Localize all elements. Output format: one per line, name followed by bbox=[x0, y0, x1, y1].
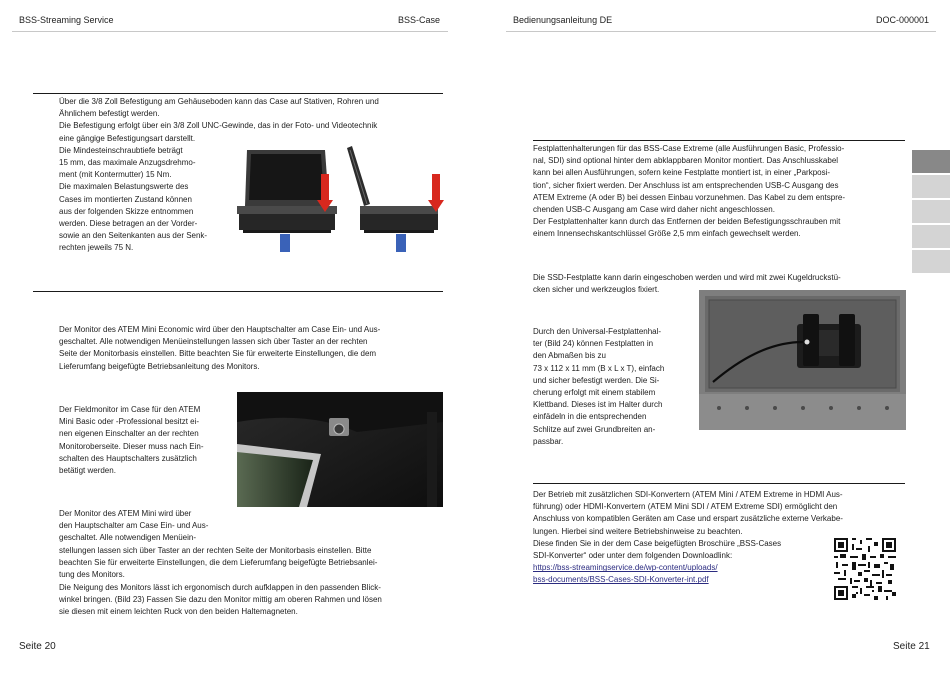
page-number-right: Seite 21 bbox=[893, 641, 930, 652]
text-line: chenden USB-C Ausgang am Case wird daher nicht angeschlossen. bbox=[533, 205, 775, 215]
section-rule-hdd bbox=[533, 140, 905, 141]
text-line: Durch den Universal-Festplattenhal- bbox=[533, 327, 662, 336]
text-line: ment (mit Kontermutter) 15 Nm. bbox=[59, 170, 172, 180]
text-line: Der Monitor des ATEM Mini Economic wird über den Hauptschalter am Case Ein- und Aus- bbox=[59, 325, 381, 334]
text-line: Cases im montierten Zustand können bbox=[59, 194, 192, 204]
economic-text bbox=[59, 324, 380, 373]
text-line: Die Befestigung erfolgt über ein 3/8 Zoll UNC-Gewinde, das in der Foto- und Videotechnik bbox=[59, 121, 378, 131]
mount-text-narrow bbox=[59, 133, 207, 255]
text-line: einfädeln in die entsprechenden bbox=[533, 412, 647, 422]
text-line: Anschluss von kompatiblen Geräten am Case und erspart zusätzliche externe Verkabe- bbox=[533, 514, 843, 524]
text-line: Der Fieldmonitor im Case für den ATEM bbox=[59, 405, 201, 414]
header-divider-right bbox=[506, 31, 936, 32]
text-line: aus der folgenden Skizze entnommen bbox=[59, 206, 194, 216]
chapter-tab-active[interactable] bbox=[912, 150, 950, 173]
section-rule-economic bbox=[33, 291, 443, 292]
case-diagram-open bbox=[233, 144, 343, 254]
text-line: SDI-Konverter“ oder unter dem folgenden Downloadlink: bbox=[533, 551, 733, 561]
section-rule-sdi bbox=[533, 483, 905, 484]
text-line: lungen. Hierbei sind weitere Betriebshinweise zu beachten. bbox=[533, 526, 743, 536]
text-line: Über die 3/8 Zoll Befestigung am Gehäuseboden kann das Case auf Stativen, Rohren und bbox=[59, 97, 379, 106]
text-line: beachten Sie für erweiterte Einstellungen, die dem Lieferumfang beigefügte Betriebsanlei- bbox=[59, 558, 378, 568]
text-line: rechten jeweils 75 N. bbox=[59, 243, 134, 253]
text-line: führung) oder HDMI-Konvertern (ATEM Mini SDI / ATEM Extreme SDI) ermöglicht den bbox=[533, 502, 838, 512]
text-line: Monitoroberseite. Dieser muss nach Ein- bbox=[59, 441, 204, 451]
text-line: cherung erfolgt mit einem stabilem bbox=[533, 388, 656, 398]
text-line: betätigt werden. bbox=[59, 466, 116, 476]
qr-code[interactable] bbox=[834, 538, 896, 600]
text-line: Die Neigung des Monitors lässt ich ergonomisch durch aufklappen in den passenden Blick- bbox=[59, 582, 381, 592]
text-line: cken sicher und werkzeuglos fixiert. bbox=[533, 285, 660, 295]
text-line: Der Monitor des ATEM Mini wird über bbox=[59, 509, 192, 518]
text-line: Festplattenhalterungen für das BSS-Case Extreme (alle Ausführungen Basic, Professio- bbox=[533, 144, 845, 153]
text-line: schalten des Hauptschalters zusätzlich bbox=[59, 453, 197, 463]
mini-text-full bbox=[59, 545, 382, 618]
text-line: stellungen lassen sich über Taster an der rechten Seite der Monitorbasis einstellen. Bitte bbox=[59, 546, 372, 555]
header-left-right: BSS-Case bbox=[398, 15, 441, 25]
header-left-title: BSS-Streaming Service bbox=[19, 15, 114, 25]
chapter-tab[interactable] bbox=[912, 225, 950, 248]
text-line: ter (Bild 24) können Festplatten in bbox=[533, 339, 654, 349]
text-line: Der Festplattenhalter kann durch das Entfernen der beiden Befestigungsschrauben mit bbox=[533, 217, 841, 227]
download-link[interactable]: bss-documents/BSS-Cases-SDI-Konverter-int.pdf bbox=[533, 575, 709, 585]
text-line: Schlitze auf zwei Grundbreiten an- bbox=[533, 424, 656, 434]
text-line: nen eigenen Einschalter an der rechten bbox=[59, 429, 199, 439]
chapter-tab[interactable] bbox=[912, 200, 950, 223]
text-line: kann bei allen Ausführungen, sofern keine Festplatte montiert ist, in einer „Parkposi- bbox=[533, 168, 831, 178]
section-rule-mount bbox=[33, 93, 443, 94]
download-link[interactable]: https://bss-streamingservice.de/wp-content/uploads/ bbox=[533, 563, 718, 573]
text-line: tion“, sicher fixiert werden. Der Anschluss ist am entsprechenden USB-C Ausgang des bbox=[533, 180, 839, 190]
text-line: Diese finden Sie in der dem Case beigefügten Broschüre „BSS-Cases bbox=[533, 538, 782, 548]
text-line: passbar. bbox=[533, 436, 564, 446]
chapter-tab[interactable] bbox=[912, 175, 950, 198]
text-line: Die maximalen Belastungswerte des bbox=[59, 182, 189, 192]
text-line: nal, SDI) sind optional hinter dem abklappbaren Monitor montiert. Das Anschlusskabel bbox=[533, 156, 839, 166]
text-line: geschaltet. Alle notwendigen Menüein- bbox=[59, 533, 196, 543]
text-line: Mini Basic oder -Professional besitzt ei- bbox=[59, 417, 200, 427]
case-diagram-side bbox=[342, 144, 447, 254]
text-line: Die Mindesteinschraubtiefe beträgt bbox=[59, 145, 183, 155]
text-line: werden. Diese betragen an der Vorder- bbox=[59, 219, 198, 229]
header-right-right: DOC-000001 bbox=[876, 15, 930, 25]
text-line: Klettband. Dieses ist im Halter durch bbox=[533, 400, 663, 410]
text-line: Seite der Monitorbasis einstellen. Bitte beachten Sie für erweiterte Einstellungen, die dem bbox=[59, 349, 377, 359]
universal-holder-text bbox=[533, 326, 664, 448]
mount-text-full bbox=[59, 96, 379, 133]
text-line: Der Betrieb mit zusätzlichen SDI-Konvertern (ATEM Mini / ATEM Extreme in HDMI Aus- bbox=[533, 490, 843, 499]
text-line: ATEM Extreme (A oder B) bei dessen Einbau vorzunehmen. Das Kabel zu dem entspre- bbox=[533, 192, 846, 202]
mini-text-narrow bbox=[59, 508, 208, 545]
hdd-holder-photo bbox=[699, 290, 906, 430]
text-line: Lieferumfang beigefügte Betriebsanleitung des Monitors. bbox=[59, 361, 260, 371]
fieldmonitor-text bbox=[59, 404, 204, 477]
chapter-tab[interactable] bbox=[912, 250, 950, 273]
hdd-text bbox=[533, 143, 845, 241]
text-line: sie diesen mit einem leichten Ruck von den beiden Haltemagneten. bbox=[59, 607, 298, 617]
text-line: den Abmaßen bis zu bbox=[533, 351, 606, 361]
text-line: geschaltet. Alle notwendigen Menüeinstellungen lassen sich über Taster an der rechten bbox=[59, 337, 368, 347]
header-divider-left bbox=[12, 31, 448, 32]
monitor-switch-photo bbox=[237, 392, 443, 507]
text-line: Ähnlichem befestigt werden. bbox=[59, 109, 160, 119]
text-line: sowie an den Seitenkanten aus der Senk- bbox=[59, 231, 208, 241]
text-line: eine gängige Befestigungsart darstellt. bbox=[59, 133, 196, 143]
text-line: 15 mm, das maximale Anzugsdrehmo- bbox=[59, 158, 196, 167]
header-right-title: Bedienungsanleitung DE bbox=[513, 15, 613, 25]
text-line: tung des Monitors. bbox=[59, 570, 125, 580]
page-number-left: Seite 20 bbox=[19, 641, 56, 652]
text-line: einem Innensechskantschlüssel Größe 2,5 mm einfach gewechselt werden. bbox=[533, 229, 801, 239]
text-line: und sicher befestigt werden. Die Si- bbox=[533, 375, 660, 385]
sdi-text bbox=[533, 489, 843, 587]
text-line: den Hauptschalter am Case Ein- und Aus- bbox=[59, 521, 209, 531]
text-line: winkel bringen. (Bild 23) Fassen Sie dazu den Monitor mittig am oberen Rahmen und lösen bbox=[59, 594, 382, 604]
text-line: 73 x 112 x 11 mm (B x L x T), einfach bbox=[533, 363, 665, 373]
text-line: Die SSD-Festplatte kann darin eingeschoben werden und wird mit zwei Kugeldruckstü- bbox=[533, 273, 841, 282]
